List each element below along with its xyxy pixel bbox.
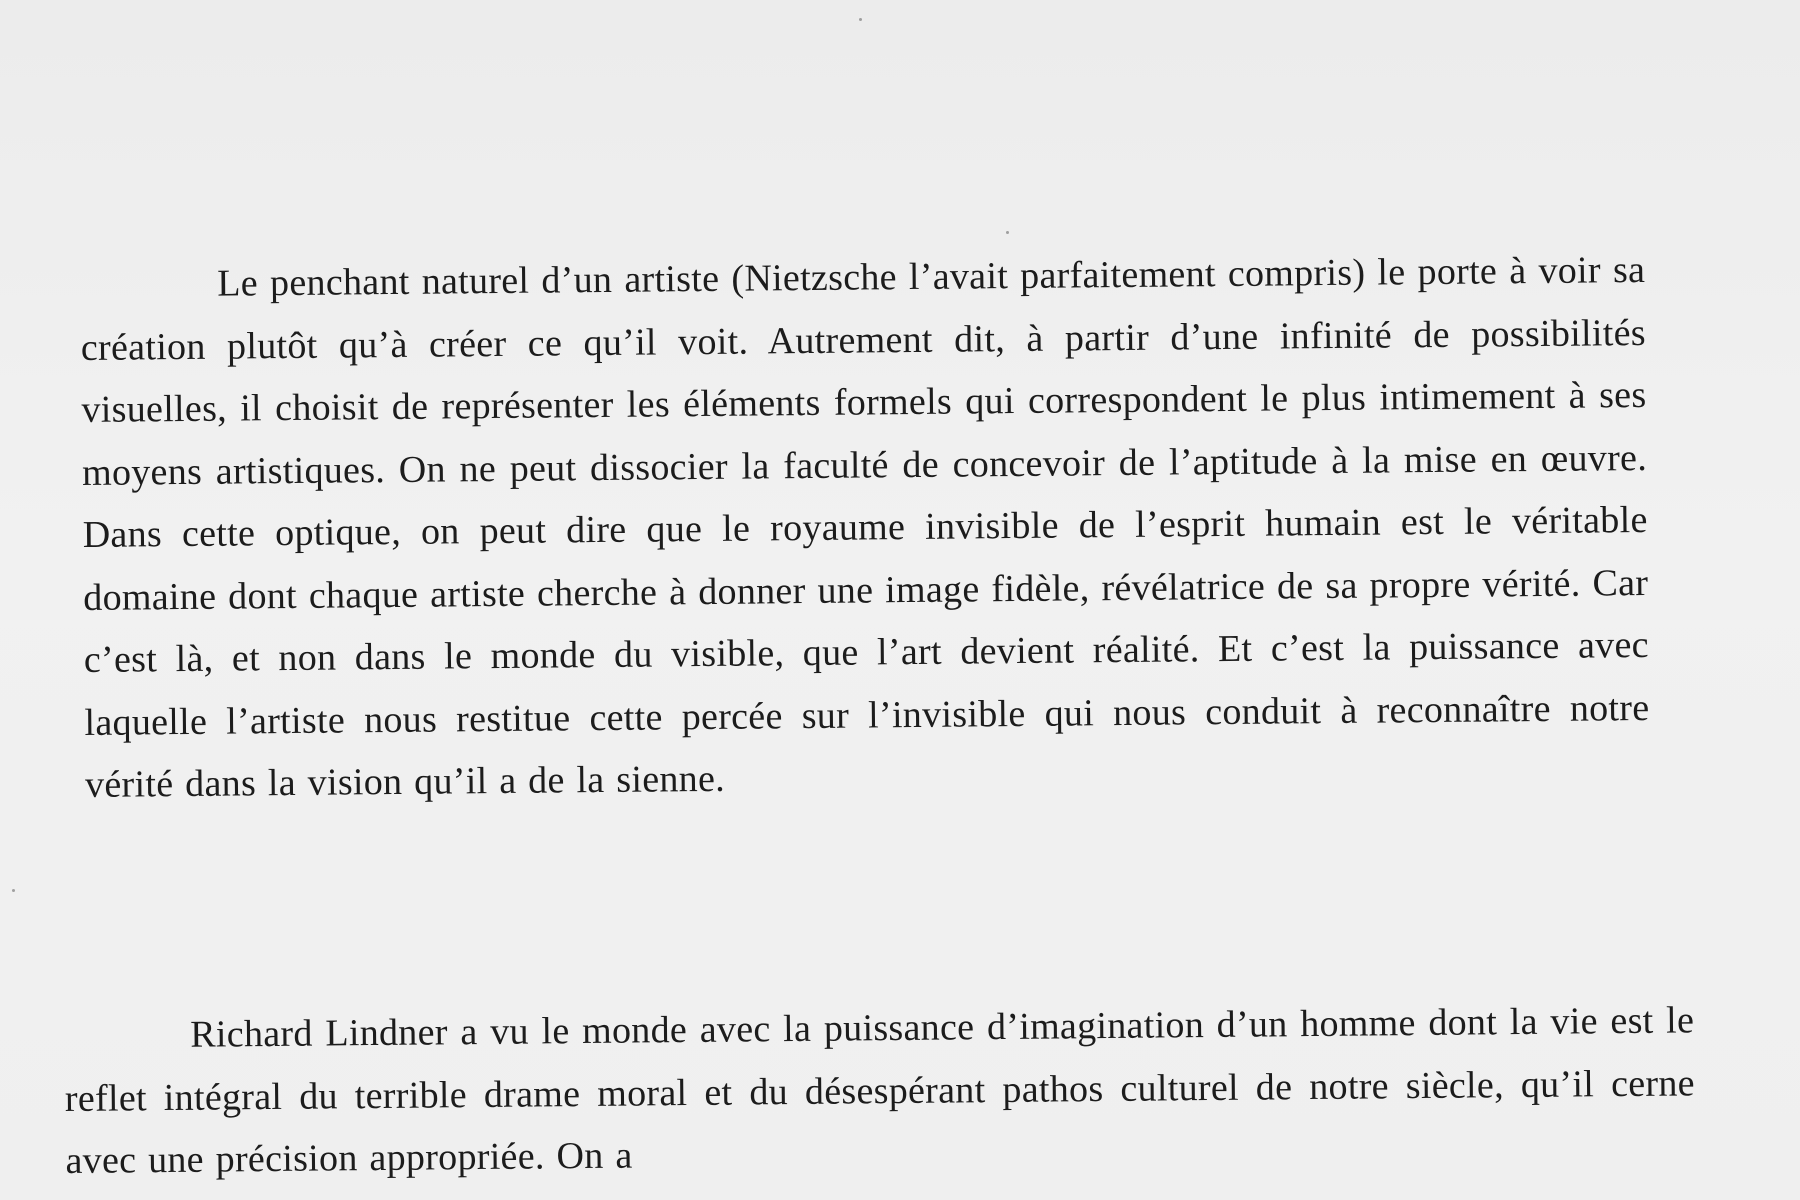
paper-speck	[859, 18, 862, 21]
paragraph-2: Richard Lindner a vu le monde avec la puissance d’imagination d’un homme dont la vie est le reflet intégral du terrible drame moral et du désespérant pathos culturel de notre siècle, qu’il cerne avec une précision appropriée. On a	[64, 999, 1696, 1182]
paper-speck	[1006, 231, 1009, 234]
paragraph-1: Le penchant naturel d’un artiste (Nietzsche l’avait parfaitement compris) le porte à voir sa création plutôt qu’à créer ce qu’il voit. Autrement dit, à partir d’une infinité de possibilités visuelles, il choisit de représenter les éléments formels qui correspondent le plus intimement à ses moyens artistiques. On ne peut dissocier la faculté de concevoir de l’aptitude à la mise en œuvre. Dans cette optique, on peut dire que le royaume invisible de l’esprit humain est le véritable domaine dont chaque artiste cherche à donner une image fidèle, révélatrice de sa propre vérité. Car c’est là, et non dans le monde du visible, que l’art devient réalité. Et c’est la puissance avec laquelle l’artiste nous restitue cette percée sur l’invisible qui nous conduit à reconnaître notre vérité dans la vision qu’il a de la sienne.	[80, 248, 1650, 806]
paper-speck	[12, 889, 15, 892]
